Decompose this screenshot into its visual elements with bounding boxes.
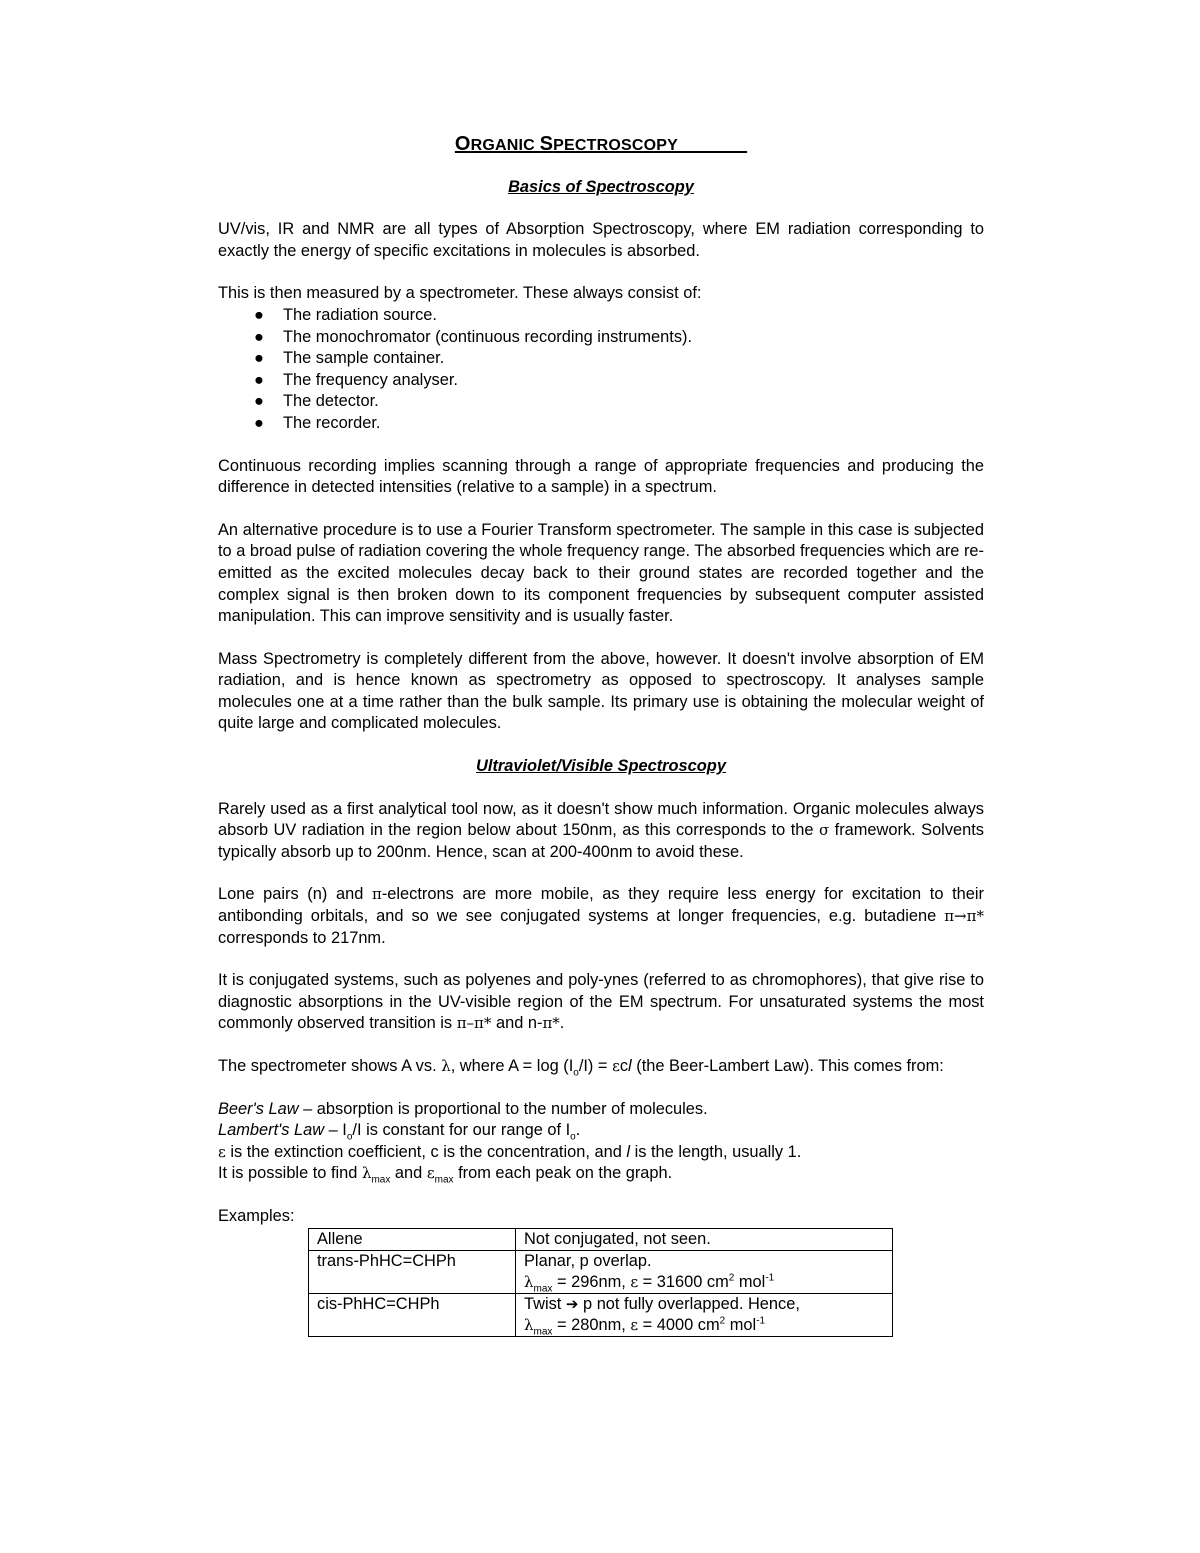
text-run: p not fully overlapped. Hence, [578, 1294, 800, 1313]
list-item-text: The sample container. [283, 349, 445, 368]
text-run: = 280nm, [552, 1315, 631, 1334]
text-run: Rarely used as a first analytical tool now, as it doesn't show much information. Organic molecules always absorb UV radiation in the region below about 150nm, as this corresponds to the [218, 799, 984, 840]
bullet-icon: ● [254, 349, 264, 368]
text-run: = 296nm, [552, 1272, 631, 1291]
arrow-icon: ➔ [565, 1294, 579, 1313]
text-run: It is possible to find [218, 1164, 362, 1183]
table-row [309, 1293, 893, 1336]
table-cell-compound: trans-PhHC=CHPh [309, 1250, 516, 1293]
superscript: -1 [756, 1315, 766, 1327]
text-run: Twist [524, 1294, 566, 1313]
list-item [254, 391, 984, 413]
text-run: is the length, usually 1. [630, 1142, 802, 1161]
title-letter-o: O [454, 133, 471, 155]
epsilon-definition-line [218, 1142, 984, 1164]
list-item [254, 305, 984, 327]
text-run: /I is constant for our range of I [352, 1121, 571, 1140]
paragraph-mass-spectrometry: Mass Spectrometry is completely different from the above, however. It doesn't involve absorption of EM radiation, and is hence known as spectrometry as opposed to spectroscopy. It analyses sample molecules one at a time rather than the bulk sample. Its primary use is obtaining the molecular weight of quite large and complicated molecules. [218, 649, 984, 733]
page-title [218, 134, 984, 157]
text-run: c [619, 1057, 629, 1075]
table-cell-description: Not conjugated, not seen. [516, 1228, 893, 1250]
list-item-text: The monochromator (continuous recording instruments). [283, 327, 693, 346]
table-cell-compound: cis-PhHC=CHPh [309, 1293, 516, 1336]
paragraph-continuous-recording: Continuous recording implies scanning through a range of appropriate frequencies and producing the difference in detected intensities (relative to a sample) in a spectrum. [218, 456, 984, 497]
text-run: – absorption is proportional to the number of molecules. [298, 1099, 708, 1118]
subscript: max [533, 1325, 553, 1337]
length-symbol: l [626, 1142, 631, 1161]
paragraph-conjugated-systems [218, 970, 984, 1035]
epsilon-symbol: ε [630, 1272, 639, 1291]
lambda-symbol: λ [361, 1164, 372, 1183]
table-cell-description [516, 1250, 893, 1293]
lambda-symbol: λ [441, 1057, 451, 1075]
table-cell-compound: Allene [309, 1228, 516, 1250]
description-values-line [524, 1315, 884, 1336]
text-run: It is conjugated systems, such as polyenes and poly-ynes (referred to as chromophores), that give rise to diagnostic absorptions in the UV-visible region of the EM spectrum. For unsaturated systems the most commonly observed transition is [218, 971, 984, 1033]
lambda-max-line [218, 1163, 984, 1185]
lamberts-law-term: Lambert's Law [218, 1121, 325, 1140]
text-run: from each peak on the graph. [453, 1164, 673, 1183]
lambda-symbol: λ [524, 1315, 534, 1334]
epsilon-symbol: ε [612, 1057, 620, 1075]
epsilon-symbol: ε [426, 1164, 435, 1183]
text-run: = 31600 cm [638, 1272, 729, 1291]
list-item [254, 348, 984, 370]
component-list [218, 305, 984, 435]
examples-label: Examples: [218, 1206, 295, 1225]
title-text [455, 133, 747, 155]
lambda-symbol: λ [524, 1272, 534, 1291]
examples-table [308, 1228, 893, 1337]
length-symbol: l [628, 1057, 632, 1075]
list-item-text: The frequency analyser. [283, 370, 458, 389]
beers-law-line [218, 1099, 984, 1121]
section-heading-uv-vis: Ultraviolet/Visible Spectroscopy [476, 757, 726, 776]
transition-symbol: π→π* [944, 907, 984, 926]
table-row [309, 1228, 893, 1250]
sigma-symbol: σ [818, 821, 830, 840]
superscript: 2 [719, 1315, 726, 1327]
subscript: max [371, 1174, 391, 1186]
description-line [524, 1294, 884, 1315]
lamberts-law-line [218, 1120, 984, 1142]
subscript: max [434, 1174, 454, 1186]
text-run: (the Beer-Lambert Law). This comes from: [631, 1057, 944, 1075]
bullet-icon: ● [254, 327, 264, 346]
epsilon-symbol: ε [218, 1142, 226, 1161]
bullet-icon: ● [254, 413, 264, 432]
paragraph-fourier-transform: An alternative procedure is to use a Fourier Transform spectrometer. The sample in this case is subjected to a broad pulse of radiation covering the whole frequency range. The absorbed frequencies which are re-emitted as the excited molecules decay back to their ground states are recorded together and the complex signal is then broken down to its component frequencies by subsequent computer assisted manipulation. This can improve sensitivity and is usually faster. [218, 520, 984, 626]
transition-symbol: π–π* [456, 1014, 492, 1033]
text-run: = 4000 cm [638, 1315, 720, 1334]
pi-symbol: π [371, 885, 382, 904]
paragraph-beer-lambert [218, 1056, 984, 1078]
text-run: is the extinction coefficient, c is the concentration, and [225, 1142, 627, 1161]
paragraph-intro: UV/vis, IR and NMR are all types of Absorption Spectroscopy, where EM radiation corresponding to exactly the energy of specific excitations in molecules is absorbed. [218, 220, 984, 260]
list-item-text: The radiation source. [283, 305, 437, 324]
title-trailing-underline [678, 133, 747, 155]
text-run: – I [324, 1121, 347, 1140]
subscript: o [573, 1067, 579, 1079]
title-letter-s: S [539, 133, 554, 155]
bullet-icon: ● [254, 305, 264, 324]
title-rest-1: RGANIC [470, 137, 540, 154]
list-item [254, 370, 984, 392]
subscript: o [346, 1131, 353, 1143]
text-run: mol [734, 1272, 766, 1291]
subscript: o [570, 1131, 576, 1143]
text-run: /I) = [578, 1057, 613, 1075]
subscript: max [533, 1282, 553, 1294]
superscript: -1 [765, 1272, 775, 1284]
list-item [254, 413, 984, 435]
bullet-icon: ● [254, 392, 264, 411]
paragraph-lone-pairs [218, 884, 984, 949]
list-item-text: The recorder. [283, 413, 381, 432]
text-run: mol [725, 1315, 757, 1334]
table-row [309, 1250, 893, 1293]
text-run: and n- [491, 1014, 543, 1033]
description-values-line [524, 1272, 884, 1293]
beers-law-term: Beer's Law [218, 1099, 299, 1118]
text-run: Lone pairs (n) and [218, 885, 372, 904]
paragraph-spectrometer-intro: This is then measured by a spectrometer. These always consist of: [218, 284, 702, 303]
text-run: and [390, 1164, 427, 1183]
transition-symbol: π* [542, 1014, 560, 1033]
section-heading-basics: Basics of Spectroscopy [508, 177, 694, 196]
superscript: 2 [728, 1272, 735, 1284]
text-run: . [559, 1014, 565, 1033]
table-cell-description [516, 1293, 893, 1336]
list-item [254, 327, 984, 349]
document-page [218, 134, 984, 1337]
description-line: Planar, p overlap. [524, 1251, 652, 1270]
text-run: corresponds to 217nm. [218, 928, 386, 947]
title-rest-2: PECTROSCOPY [553, 137, 679, 154]
text-run: -electrons are more mobile, as they require less energy for excitation to their antibonding orbitals, and so we see conjugated systems at longer frequencies, e.g. butadiene [218, 885, 984, 926]
text-run: , where A = log (I [450, 1057, 574, 1075]
text-run: The spectrometer shows A vs. [218, 1057, 442, 1075]
list-item-text: The detector. [283, 392, 379, 411]
text-run: . [575, 1121, 581, 1140]
bullet-icon: ● [254, 370, 264, 389]
laws-block [218, 1099, 984, 1185]
paragraph-uv-usage [218, 799, 984, 864]
text-run: framework. Solvents typically absorb up to 200nm. Hence, scan at 200-400nm to avoid these. [218, 821, 984, 861]
epsilon-symbol: ε [630, 1315, 639, 1334]
